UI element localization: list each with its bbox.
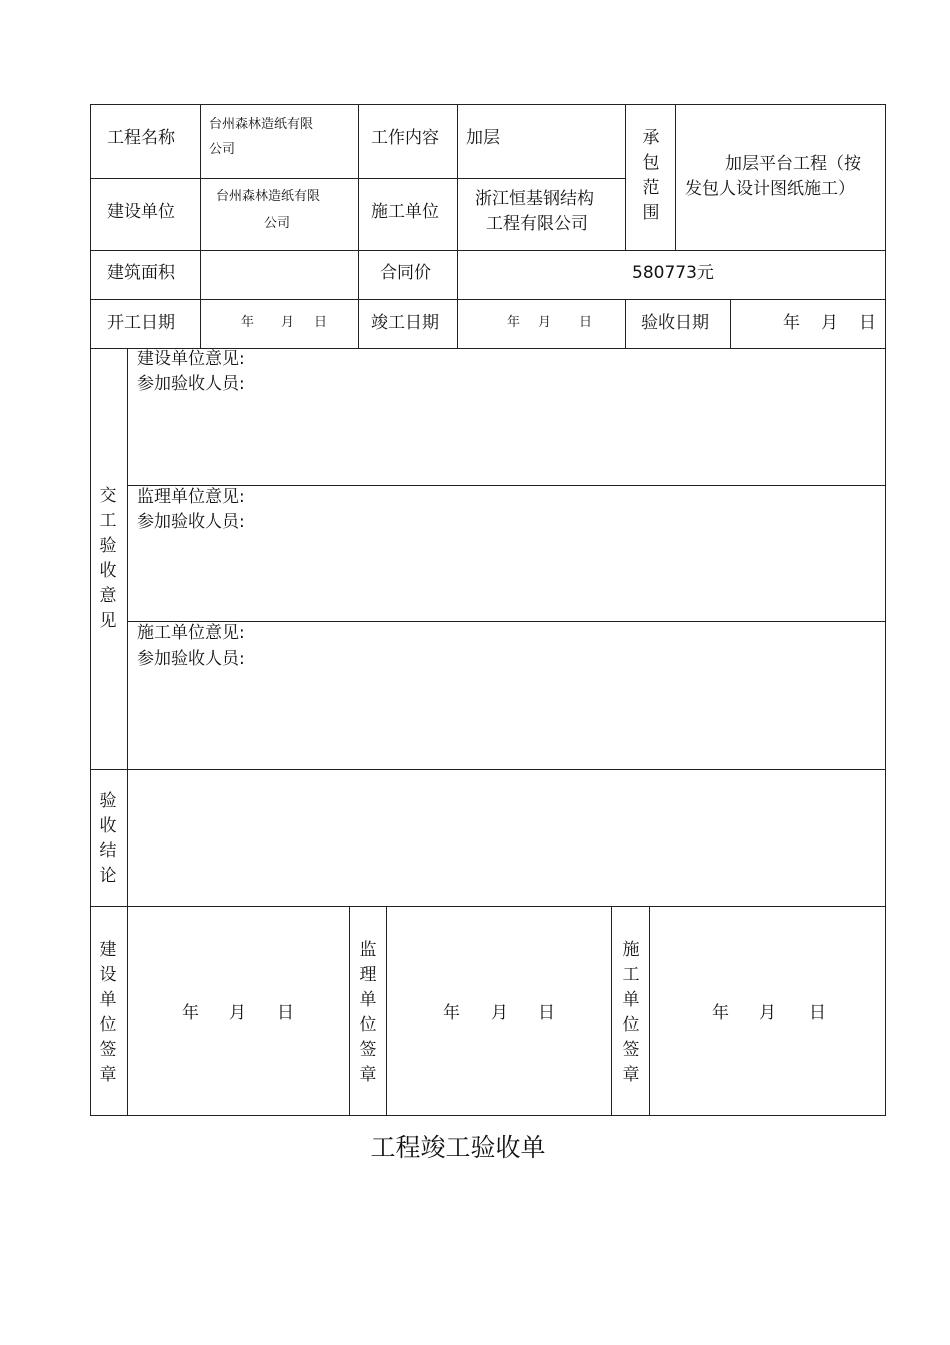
col-line-b [358, 104, 359, 349]
builder-sign-label: 施工单位签章 [622, 940, 640, 1085]
supervisor-sign-year: 年 [443, 1003, 460, 1023]
border-bottom [90, 1115, 886, 1116]
owner-sign-year: 年 [182, 1003, 199, 1023]
contract-scope-line1: 加层平台工程（按 [725, 154, 861, 174]
finish-day: 日 [579, 315, 593, 330]
supervisor-sign-month: 月 [491, 1003, 508, 1023]
accept-year: 年 [783, 313, 800, 333]
area-label: 建筑面积 [107, 263, 175, 283]
col-line-a [200, 104, 201, 349]
col-line-e [675, 104, 676, 251]
supervisor-opinion-heading: 监理单位意见: [137, 487, 245, 507]
col-line-c [457, 104, 458, 349]
owner-unit-line1: 台州森林造纸有限 [216, 189, 321, 204]
col-line-f [625, 299, 626, 349]
builder-unit-label: 施工单位 [371, 202, 439, 222]
owner-sign-label: 建设单位签章 [99, 940, 117, 1085]
sign-col-line-1 [349, 906, 350, 1116]
builder-sign-year: 年 [712, 1003, 729, 1023]
supervisor-sign-day: 日 [538, 1003, 555, 1023]
work-content-label: 工作内容 [371, 128, 439, 148]
contract-scope-line2: 发包人设计图纸施工） [685, 179, 855, 199]
builder-unit-line1: 浙江恒基钢结构 [475, 189, 594, 209]
owner-sign-month: 月 [229, 1003, 246, 1023]
owner-unit-line2: 公司 [264, 216, 291, 231]
project-name-line1: 台州森林造纸有限 [209, 117, 314, 132]
row-divider-2 [90, 250, 886, 251]
owner-sign-day: 日 [277, 1003, 294, 1023]
sign-col-line-4 [649, 906, 650, 1116]
start-month: 月 [281, 315, 295, 330]
finish-year: 年 [507, 315, 521, 330]
border-right [885, 104, 886, 1116]
label-column-line [127, 348, 128, 1116]
owner-unit-label: 建设单位 [107, 202, 175, 222]
accept-month: 月 [821, 313, 838, 333]
supervisor-participants: 参加验收人员: [137, 512, 245, 532]
row-divider-1b [458, 178, 625, 179]
accept-date-label: 验收日期 [641, 313, 709, 333]
finish-date-label: 竣工日期 [371, 313, 439, 333]
work-content-value: 加层 [466, 128, 500, 148]
builder-sign-month: 月 [759, 1003, 776, 1023]
row-divider-3 [90, 299, 886, 300]
price-label: 合同价 [380, 263, 431, 283]
project-name-line2: 公司 [209, 142, 236, 157]
supervisor-sign-label: 监理单位签章 [359, 940, 377, 1085]
row-divider-5 [90, 769, 886, 770]
handover-opinion-label: 交工验收意见 [99, 486, 117, 631]
project-name-label: 工程名称 [107, 128, 175, 148]
sign-col-line-3 [611, 906, 612, 1116]
col-line-d [625, 104, 626, 251]
contract-scope-label: 承包范围 [642, 128, 660, 223]
owner-opinion-heading: 建设单位意见: [137, 349, 245, 369]
conclusion-label: 验收结论 [99, 791, 117, 886]
owner-participants: 参加验收人员: [137, 374, 245, 394]
start-year: 年 [241, 315, 255, 330]
builder-sign-day: 日 [809, 1003, 826, 1023]
builder-participants: 参加验收人员: [137, 649, 245, 669]
start-day: 日 [314, 315, 328, 330]
col-line-g [730, 299, 731, 349]
start-date-label: 开工日期 [107, 313, 175, 333]
sign-col-line-2 [386, 906, 387, 1116]
builder-unit-line2: 工程有限公司 [486, 214, 588, 234]
price-value: 580773元 [632, 263, 714, 283]
document-title: 工程竣工验收单 [370, 1133, 546, 1162]
accept-day: 日 [859, 313, 876, 333]
row-divider-1a [90, 178, 458, 179]
border-left [90, 104, 91, 1116]
finish-month: 月 [538, 315, 552, 330]
builder-opinion-heading: 施工单位意见: [137, 623, 245, 643]
row-divider-6 [90, 906, 886, 907]
border-top [90, 104, 886, 105]
